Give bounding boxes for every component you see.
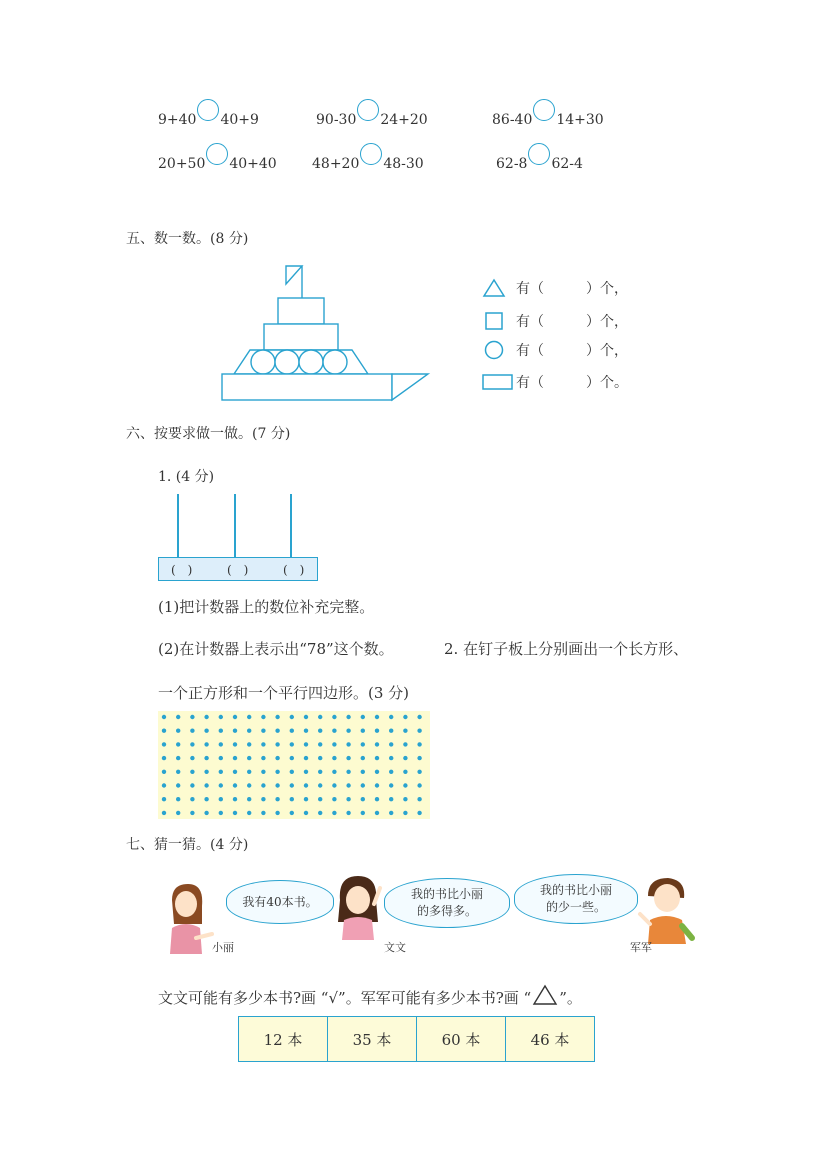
peg-dot[interactable] bbox=[247, 783, 251, 787]
guess-instruction: 文文可能有多少本书?画 “√”。军军可能有多少本书?画 “ ”。 bbox=[158, 984, 582, 1008]
peg-dot[interactable] bbox=[346, 729, 350, 733]
peg-dot[interactable] bbox=[190, 742, 194, 746]
peg-dot[interactable] bbox=[219, 756, 223, 760]
peg-dot[interactable] bbox=[318, 742, 322, 746]
comparison-item: 20+50 40+40 bbox=[158, 150, 277, 172]
peg-dot[interactable] bbox=[332, 797, 336, 801]
peg-dot[interactable] bbox=[261, 797, 265, 801]
peg-dot[interactable] bbox=[346, 811, 350, 815]
peg-dot[interactable] bbox=[247, 742, 251, 746]
ship-top-rect bbox=[278, 298, 324, 324]
peg-dot[interactable] bbox=[290, 783, 294, 787]
porthole bbox=[275, 350, 299, 374]
peg-dot[interactable] bbox=[190, 729, 194, 733]
question-1-part-1: (1)把计数器上的数位补充完整。 bbox=[158, 598, 375, 616]
peg-dot[interactable] bbox=[204, 783, 208, 787]
peg-dot[interactable] bbox=[389, 811, 393, 815]
peg-dot[interactable] bbox=[204, 742, 208, 746]
peg-dot[interactable] bbox=[304, 715, 308, 719]
peg-dot[interactable] bbox=[247, 770, 251, 774]
section-6-title: 六、按要求做一做。(7 分) bbox=[126, 426, 291, 442]
peg-dot[interactable] bbox=[417, 729, 421, 733]
ship-figure bbox=[220, 262, 432, 404]
abacus-rod bbox=[177, 494, 179, 558]
character-name: 小丽 bbox=[212, 941, 234, 954]
speech-bubble: 我的书比小丽的多得多。 bbox=[384, 878, 510, 928]
peg-dot[interactable] bbox=[275, 742, 279, 746]
peg-dot[interactable] bbox=[247, 811, 251, 815]
peg-dot[interactable] bbox=[389, 797, 393, 801]
peg-dot[interactable] bbox=[275, 770, 279, 774]
peg-dot[interactable] bbox=[375, 797, 379, 801]
peg-dot[interactable] bbox=[176, 770, 180, 774]
peg-dot[interactable] bbox=[346, 783, 350, 787]
peg-dot[interactable] bbox=[176, 715, 180, 719]
peg-dot[interactable] bbox=[403, 729, 407, 733]
peg-dot[interactable] bbox=[162, 715, 166, 719]
triangle-icon bbox=[532, 984, 558, 1006]
peg-dot[interactable] bbox=[417, 783, 421, 787]
porthole bbox=[299, 350, 323, 374]
girl-xiaoli-illustration bbox=[158, 880, 218, 956]
answer-circle[interactable] bbox=[357, 99, 379, 121]
peg-dot[interactable] bbox=[389, 756, 393, 760]
peg-dot[interactable] bbox=[304, 783, 308, 787]
peg-dot[interactable] bbox=[375, 715, 379, 719]
peg-dot[interactable] bbox=[176, 729, 180, 733]
option-cell[interactable]: 46 本 bbox=[506, 1017, 595, 1062]
peg-dot[interactable] bbox=[219, 742, 223, 746]
abacus-base bbox=[158, 557, 318, 581]
flag-triangle bbox=[286, 266, 302, 284]
peg-dot[interactable] bbox=[233, 783, 237, 787]
peg-dot[interactable] bbox=[204, 715, 208, 719]
count-row: 有（ ）个， bbox=[482, 311, 628, 331]
ship-bow-triangle bbox=[392, 374, 428, 400]
peg-dot[interactable] bbox=[346, 770, 350, 774]
peg-dot[interactable] bbox=[375, 742, 379, 746]
peg-dot[interactable] bbox=[176, 797, 180, 801]
peg-dot[interactable] bbox=[190, 811, 194, 815]
peg-dot[interactable] bbox=[375, 729, 379, 733]
peg-dot[interactable] bbox=[375, 783, 379, 787]
peg-dot[interactable] bbox=[204, 756, 208, 760]
peg-dot[interactable] bbox=[361, 715, 365, 719]
comparison-item: 90-30 24+20 bbox=[316, 106, 428, 128]
speech-bubble: 我有40本书。 bbox=[226, 880, 334, 924]
peg-dot[interactable] bbox=[346, 756, 350, 760]
peg-dot[interactable] bbox=[233, 811, 237, 815]
peg-dot[interactable] bbox=[162, 797, 166, 801]
peg-dot[interactable] bbox=[162, 811, 166, 815]
peg-dot[interactable] bbox=[389, 770, 393, 774]
peg-dot[interactable] bbox=[176, 742, 180, 746]
peg-dot[interactable] bbox=[176, 783, 180, 787]
comparison-grid bbox=[0, 0, 827, 200]
peg-dot[interactable] bbox=[233, 797, 237, 801]
peg-dot[interactable] bbox=[304, 742, 308, 746]
answer-circle[interactable] bbox=[528, 143, 550, 165]
girl-wenwen-illustration bbox=[328, 872, 388, 942]
peg-dot[interactable] bbox=[318, 783, 322, 787]
comparison-item: 9+40 40+9 bbox=[158, 106, 259, 128]
ship-middle-rect bbox=[264, 324, 338, 350]
peg-dot[interactable] bbox=[190, 783, 194, 787]
peg-dot[interactable] bbox=[361, 742, 365, 746]
peg-dot[interactable] bbox=[247, 729, 251, 733]
peg-dot[interactable] bbox=[403, 742, 407, 746]
peg-dot[interactable] bbox=[375, 770, 379, 774]
peg-dot[interactable] bbox=[233, 742, 237, 746]
peg-dot[interactable] bbox=[275, 797, 279, 801]
peg-dot[interactable] bbox=[346, 797, 350, 801]
square-icon bbox=[482, 311, 506, 331]
boy-junjun-illustration bbox=[634, 874, 696, 946]
peg-dot[interactable] bbox=[219, 715, 223, 719]
peg-dot[interactable] bbox=[204, 770, 208, 774]
peg-dot[interactable] bbox=[389, 715, 393, 719]
peg-dot[interactable] bbox=[318, 729, 322, 733]
porthole bbox=[251, 350, 275, 374]
peg-dot[interactable] bbox=[162, 756, 166, 760]
pegboard-background bbox=[158, 711, 430, 819]
peg-dot[interactable] bbox=[332, 770, 336, 774]
peg-dot[interactable] bbox=[361, 797, 365, 801]
ship-hull-rect bbox=[222, 374, 392, 400]
peg-dot[interactable] bbox=[375, 756, 379, 760]
peg-dot[interactable] bbox=[247, 797, 251, 801]
count-row: 有（ ）个， bbox=[482, 278, 628, 298]
peg-dot[interactable] bbox=[304, 770, 308, 774]
rectangle-icon bbox=[482, 372, 514, 392]
peg-dot[interactable] bbox=[233, 756, 237, 760]
peg-dot[interactable] bbox=[247, 715, 251, 719]
peg-dot[interactable] bbox=[176, 811, 180, 815]
section-7-title: 七、猜一猜。(4 分) bbox=[126, 837, 249, 853]
peg-dot[interactable] bbox=[261, 729, 265, 733]
peg-dot[interactable] bbox=[190, 756, 194, 760]
comparison-item: 62-8 62-4 bbox=[496, 150, 583, 172]
peg-dot[interactable] bbox=[219, 797, 223, 801]
comparison-item: 86-40 14+30 bbox=[492, 106, 604, 128]
peg-dot[interactable] bbox=[361, 811, 365, 815]
peg-dot[interactable] bbox=[233, 715, 237, 719]
abacus-rod bbox=[290, 494, 292, 558]
peg-dot[interactable] bbox=[290, 756, 294, 760]
count-row: 有（ ）个。 bbox=[482, 372, 628, 392]
peg-dot[interactable] bbox=[261, 756, 265, 760]
triangle-icon bbox=[482, 278, 506, 298]
peg-dot[interactable] bbox=[290, 742, 294, 746]
place-value-slot[interactable]: ( ) bbox=[171, 563, 193, 577]
peg-dot[interactable] bbox=[403, 783, 407, 787]
porthole bbox=[323, 350, 347, 374]
peg-dot[interactable] bbox=[247, 756, 251, 760]
peg-dot[interactable] bbox=[417, 797, 421, 801]
peg-dot[interactable] bbox=[332, 783, 336, 787]
place-value-slot[interactable]: ( ) bbox=[227, 563, 249, 577]
peg-dot[interactable] bbox=[162, 742, 166, 746]
peg-dot[interactable] bbox=[417, 770, 421, 774]
peg-dot[interactable] bbox=[417, 715, 421, 719]
peg-dot[interactable] bbox=[261, 715, 265, 719]
pegboard[interactable] bbox=[158, 711, 430, 819]
question-2-line-2: 一个正方形和一个平行四边形。(3 分) bbox=[158, 684, 410, 702]
peg-dot[interactable] bbox=[204, 797, 208, 801]
answer-circle[interactable] bbox=[533, 99, 555, 121]
option-cell[interactable]: 35 本 bbox=[328, 1017, 417, 1062]
peg-dot[interactable] bbox=[332, 811, 336, 815]
peg-dot[interactable] bbox=[290, 797, 294, 801]
character-name: 军军 bbox=[630, 941, 652, 954]
question-2-line-1: 2. 在钉子板上分别画出一个长方形、 bbox=[444, 640, 689, 658]
place-value-slot[interactable]: ( ) bbox=[283, 563, 305, 577]
peg-dot[interactable] bbox=[176, 756, 180, 760]
peg-dot[interactable] bbox=[318, 715, 322, 719]
peg-dot[interactable] bbox=[361, 756, 365, 760]
peg-dot[interactable] bbox=[304, 756, 308, 760]
peg-dot[interactable] bbox=[389, 742, 393, 746]
book-options-table bbox=[238, 1016, 595, 1062]
option-cell[interactable]: 60 本 bbox=[417, 1017, 506, 1062]
peg-dot[interactable] bbox=[290, 729, 294, 733]
peg-dot[interactable] bbox=[332, 756, 336, 760]
peg-dot[interactable] bbox=[332, 715, 336, 719]
question-1-part-2: (2)在计数器上表示出“78”这个数。 bbox=[158, 640, 394, 658]
peg-dot[interactable] bbox=[219, 770, 223, 774]
abacus[interactable] bbox=[158, 494, 318, 582]
peg-dot[interactable] bbox=[361, 783, 365, 787]
section-5-title: 五、数一数。(8 分) bbox=[126, 231, 249, 247]
answer-circle[interactable] bbox=[360, 143, 382, 165]
peg-dot[interactable] bbox=[233, 770, 237, 774]
peg-dot[interactable] bbox=[190, 770, 194, 774]
peg-dot[interactable] bbox=[304, 797, 308, 801]
peg-dot[interactable] bbox=[304, 729, 308, 733]
peg-dot[interactable] bbox=[361, 770, 365, 774]
peg-dot[interactable] bbox=[190, 797, 194, 801]
peg-dot[interactable] bbox=[261, 770, 265, 774]
peg-dot[interactable] bbox=[219, 811, 223, 815]
peg-dot[interactable] bbox=[417, 756, 421, 760]
peg-dot[interactable] bbox=[403, 715, 407, 719]
peg-dot[interactable] bbox=[318, 811, 322, 815]
peg-dot[interactable] bbox=[162, 770, 166, 774]
peg-dot[interactable] bbox=[275, 715, 279, 719]
abacus-rod bbox=[234, 494, 236, 558]
peg-dot[interactable] bbox=[290, 811, 294, 815]
circle-icon bbox=[482, 339, 506, 361]
answer-circle[interactable] bbox=[197, 99, 219, 121]
peg-dot[interactable] bbox=[261, 783, 265, 787]
peg-dot[interactable] bbox=[389, 783, 393, 787]
peg-dot[interactable] bbox=[204, 811, 208, 815]
peg-dot[interactable] bbox=[389, 729, 393, 733]
speech-bubble: 我的书比小丽的少一些。 bbox=[514, 874, 638, 924]
peg-dot[interactable] bbox=[162, 729, 166, 733]
peg-dot[interactable] bbox=[361, 729, 365, 733]
peg-dot[interactable] bbox=[275, 756, 279, 760]
answer-circle[interactable] bbox=[206, 143, 228, 165]
peg-dot[interactable] bbox=[403, 797, 407, 801]
peg-dot[interactable] bbox=[403, 770, 407, 774]
peg-dot[interactable] bbox=[261, 811, 265, 815]
peg-dot[interactable] bbox=[375, 811, 379, 815]
peg-dot[interactable] bbox=[219, 783, 223, 787]
peg-dot[interactable] bbox=[219, 729, 223, 733]
peg-dot[interactable] bbox=[275, 811, 279, 815]
peg-dot[interactable] bbox=[346, 715, 350, 719]
peg-dot[interactable] bbox=[290, 770, 294, 774]
peg-dot[interactable] bbox=[275, 729, 279, 733]
peg-dot[interactable] bbox=[162, 783, 166, 787]
peg-dot[interactable] bbox=[318, 770, 322, 774]
peg-dot[interactable] bbox=[318, 797, 322, 801]
peg-dot[interactable] bbox=[204, 729, 208, 733]
peg-dot[interactable] bbox=[417, 811, 421, 815]
peg-dot[interactable] bbox=[233, 729, 237, 733]
peg-dot[interactable] bbox=[417, 742, 421, 746]
comparison-item: 48+20 48-30 bbox=[312, 150, 424, 172]
peg-dot[interactable] bbox=[290, 715, 294, 719]
peg-dot[interactable] bbox=[346, 742, 350, 746]
character-name: 文文 bbox=[384, 941, 406, 954]
peg-dot[interactable] bbox=[332, 729, 336, 733]
peg-dot[interactable] bbox=[332, 742, 336, 746]
peg-dot[interactable] bbox=[403, 756, 407, 760]
option-cell[interactable]: 12 本 bbox=[239, 1017, 328, 1062]
peg-dot[interactable] bbox=[190, 715, 194, 719]
peg-dot[interactable] bbox=[261, 742, 265, 746]
peg-dot[interactable] bbox=[275, 783, 279, 787]
peg-dot[interactable] bbox=[403, 811, 407, 815]
peg-dot[interactable] bbox=[304, 811, 308, 815]
peg-dot[interactable] bbox=[318, 756, 322, 760]
count-row: 有（ ）个， bbox=[482, 339, 628, 361]
question-1-label: 1. (4 分) bbox=[158, 469, 215, 485]
